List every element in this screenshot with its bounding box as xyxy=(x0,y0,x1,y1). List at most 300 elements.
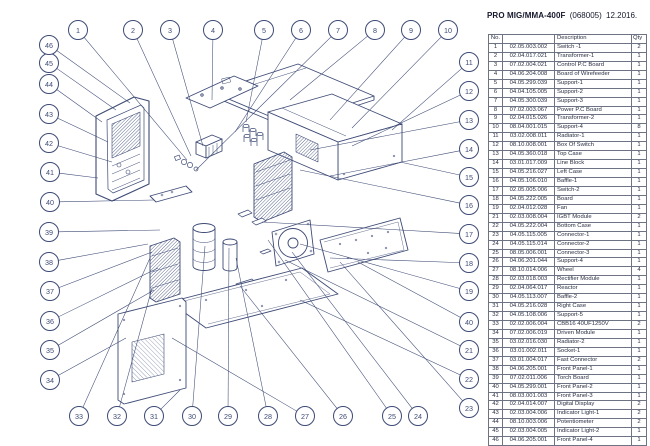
cell-qty: 1 xyxy=(632,222,647,231)
cell-qty: 1 xyxy=(632,178,647,187)
cell-description: Line Block xyxy=(555,160,632,169)
cell-part-number: 04.05.113.007 xyxy=(503,294,555,303)
table-row xyxy=(489,115,647,124)
table-row xyxy=(489,329,647,338)
balloon-number: 41 xyxy=(46,168,54,177)
cell-description: Bottom Case xyxy=(555,222,632,231)
cell-part-number: 04.06.201.044 xyxy=(503,258,555,267)
balloon-number: 28 xyxy=(264,412,272,421)
cell-no: 11 xyxy=(489,133,503,142)
cell-part-number: 02.03.018.003 xyxy=(503,276,555,285)
leader-line xyxy=(172,338,297,411)
balloon-23 xyxy=(340,262,479,418)
balloon-number: 35 xyxy=(46,346,54,355)
cell-part-number: 04.05.108.006 xyxy=(503,312,555,321)
leader-line xyxy=(58,244,148,260)
cell-part-number: 02.03.004.006 xyxy=(503,410,555,419)
table-header-row xyxy=(489,35,647,44)
balloon-number: 27 xyxy=(301,412,309,421)
table-row xyxy=(489,401,647,410)
cell-qty: 1 xyxy=(632,61,647,70)
cell-no: 25 xyxy=(489,249,503,258)
part-bottom-case xyxy=(170,268,338,328)
balloon-number: 31 xyxy=(150,412,158,421)
cell-qty: 1 xyxy=(632,169,647,178)
balloon-number: 24 xyxy=(414,412,422,421)
cell-description: Digital Display xyxy=(555,401,632,410)
table-row xyxy=(489,303,647,312)
cell-description: Board xyxy=(555,195,632,204)
cell-description: Box Of Switch xyxy=(555,142,632,151)
balloon-number: 21 xyxy=(465,346,473,355)
balloon-22 xyxy=(300,300,479,389)
balloon-number: 45 xyxy=(45,59,53,68)
cell-description: Torch Board xyxy=(555,374,632,383)
table-row xyxy=(489,285,647,294)
cell-description: Support-4 xyxy=(555,258,632,267)
leader-line xyxy=(352,37,441,128)
cell-no: 19 xyxy=(489,204,503,213)
balloon-number: 19 xyxy=(465,287,473,296)
cell-no: 31 xyxy=(489,303,503,312)
cell-qty: 1 xyxy=(632,70,647,79)
cell-no: 17 xyxy=(489,186,503,195)
balloon-40 xyxy=(358,262,479,332)
cell-no: 38 xyxy=(489,365,503,374)
cell-qty: 1 xyxy=(632,186,647,195)
cell-description: Baffle-2 xyxy=(555,294,632,303)
cell-qty: 1 xyxy=(632,383,647,392)
cell-part-number: 03.02.008.011 xyxy=(503,133,555,142)
leader-line xyxy=(330,37,405,120)
cell-no: 14 xyxy=(489,160,503,169)
cell-description: Power P.C Board xyxy=(555,106,632,115)
cell-part-number: 04.06.204.008 xyxy=(503,70,555,79)
cell-description: Board of Wirefeeder xyxy=(555,70,632,79)
balloon-number: 46 xyxy=(45,41,53,50)
cell-qty: 1 xyxy=(632,160,647,169)
cell-qty: 1 xyxy=(632,437,647,446)
balloon-number: 29 xyxy=(224,412,232,421)
table-row xyxy=(489,133,647,142)
leader-line xyxy=(400,162,460,175)
cell-description: Transformer-1 xyxy=(555,52,632,61)
cell-no: 39 xyxy=(489,374,503,383)
table-row xyxy=(489,437,647,446)
cell-qty: 1 xyxy=(632,52,647,61)
cell-no: 12 xyxy=(489,142,503,151)
balloon-number: 39 xyxy=(45,228,53,237)
cell-qty: 1 xyxy=(632,195,647,204)
cell-description: Top Case xyxy=(555,151,632,160)
cell-no: 40 xyxy=(489,383,503,392)
table-row xyxy=(489,240,647,249)
cell-part-number: 08.04.001.015 xyxy=(503,124,555,133)
table-row xyxy=(489,347,647,356)
table-row xyxy=(489,267,647,276)
balloon-39 xyxy=(40,223,161,242)
leader-line xyxy=(300,170,460,203)
cell-description: Switch-2 xyxy=(555,186,632,195)
parts-table-body xyxy=(489,43,647,445)
part-transformer-2 xyxy=(193,224,215,271)
model-code: (068005) xyxy=(569,11,602,20)
cell-qty: 2 xyxy=(632,419,647,428)
balloon-number: 10 xyxy=(444,26,452,35)
cell-no: 9 xyxy=(489,115,503,124)
cell-qty: 1 xyxy=(632,204,647,213)
cell-part-number: 04.05.300.039 xyxy=(503,97,555,106)
cell-no: 43 xyxy=(489,410,503,419)
part-right-case xyxy=(118,298,186,404)
cell-description: Support-4 xyxy=(555,124,632,133)
leader-line xyxy=(57,51,130,103)
cell-qty: 1 xyxy=(632,303,647,312)
cell-qty: 1 xyxy=(632,88,647,97)
balloon-16 xyxy=(300,170,479,215)
cell-part-number: 02.05.003.002 xyxy=(503,43,555,52)
leader-line xyxy=(228,248,229,407)
cell-part-number: 04.05.222.004 xyxy=(503,222,555,231)
cell-no: 6 xyxy=(489,88,503,97)
cell-description: Support-1 xyxy=(555,79,632,88)
table-row xyxy=(489,160,647,169)
table-row xyxy=(489,52,647,61)
cell-qty: 1 xyxy=(632,428,647,437)
part-front-panel xyxy=(96,97,149,201)
cell-part-number: 04.05.216.027 xyxy=(503,169,555,178)
balloon-number: 25 xyxy=(388,412,396,421)
cell-description: Connector-2 xyxy=(555,240,632,249)
balloon-number: 36 xyxy=(46,317,54,326)
table-row xyxy=(489,258,647,267)
leader-line xyxy=(358,262,461,317)
table-row xyxy=(489,79,647,88)
col-header-qty: Qty xyxy=(632,35,647,44)
table-row xyxy=(489,124,647,133)
cell-part-number: 04.05.216.028 xyxy=(503,303,555,312)
cell-part-number: 04.05.115.014 xyxy=(503,240,555,249)
leader-line xyxy=(59,252,152,288)
cell-qty: 1 xyxy=(632,374,647,383)
balloon-38 xyxy=(40,244,149,272)
cell-qty: 1 xyxy=(632,106,647,115)
table-row xyxy=(489,195,647,204)
balloon-number: 18 xyxy=(465,259,473,268)
cell-no: 37 xyxy=(489,356,503,365)
cell-part-number: 04.05.360.018 xyxy=(503,151,555,160)
cell-description: Baffle-1 xyxy=(555,178,632,187)
cell-part-number: 08.05.006.001 xyxy=(503,249,555,258)
cell-qty: 2 xyxy=(632,401,647,410)
leader-line xyxy=(57,90,102,122)
balloon-number: 32 xyxy=(113,412,121,421)
cell-description: Potentiometer xyxy=(555,419,632,428)
part-wirefeeder-cluster xyxy=(243,124,263,146)
cell-no: 2 xyxy=(489,52,503,61)
parts-table xyxy=(488,34,647,446)
cell-no: 46 xyxy=(489,437,503,446)
cell-part-number: 07.02.004.021 xyxy=(503,61,555,70)
cell-no: 44 xyxy=(489,419,503,428)
cell-no: 1 xyxy=(489,43,503,52)
balloon-15 xyxy=(400,162,479,187)
cell-qty: 2 xyxy=(632,410,647,419)
cell-description: Right Case xyxy=(555,303,632,312)
table-row xyxy=(489,43,647,52)
table-row xyxy=(489,428,647,437)
leader-line xyxy=(57,68,116,110)
cell-no: 30 xyxy=(489,294,503,303)
cell-qty: 1 xyxy=(632,329,647,338)
balloon-number: 26 xyxy=(339,412,347,421)
cell-description: Transformer-2 xyxy=(555,115,632,124)
cell-qty: 1 xyxy=(632,276,647,285)
balloon-3 xyxy=(161,21,204,147)
cell-part-number: 08.10.014.006 xyxy=(503,267,555,276)
col-header-description: Description xyxy=(555,35,632,44)
doc-date: 12.2016. xyxy=(606,11,638,20)
cell-part-number: 02.04.064.017 xyxy=(503,285,555,294)
cell-qty: 1 xyxy=(632,294,647,303)
cell-part-number: 02.04.017.021 xyxy=(503,52,555,61)
leader-line xyxy=(59,173,98,178)
cell-part-number: 08.10.003.006 xyxy=(503,419,555,428)
cell-description: Connector-1 xyxy=(555,231,632,240)
cell-part-number: 02.02.006.004 xyxy=(503,321,555,330)
balloon-26 xyxy=(240,286,353,426)
balloon-number: 33 xyxy=(75,412,83,421)
cell-qty: 1 xyxy=(632,258,647,267)
cell-part-number: 02.04.012.028 xyxy=(503,204,555,213)
page-title xyxy=(487,11,647,20)
cell-no: 18 xyxy=(489,195,503,204)
balloon-24 xyxy=(292,252,428,426)
table-row xyxy=(489,88,647,97)
cell-qty: 2 xyxy=(632,356,647,365)
leader-line xyxy=(58,338,126,375)
balloon-number: 4 xyxy=(211,26,215,35)
cell-no: 41 xyxy=(489,392,503,401)
cell-no: 42 xyxy=(489,401,503,410)
balloon-number: 7 xyxy=(336,26,340,35)
cell-description: Switch -1 xyxy=(555,43,632,52)
cell-description: Connector-3 xyxy=(555,249,632,258)
table-row xyxy=(489,419,647,428)
cell-description: Front Panel-1 xyxy=(555,365,632,374)
cell-description: Radiator-1 xyxy=(555,133,632,142)
cell-description: Rectifier Module xyxy=(555,276,632,285)
cell-qty: 1 xyxy=(632,115,647,124)
cell-part-number: 03.02.016.030 xyxy=(503,338,555,347)
col-header-part xyxy=(503,35,555,44)
balloon-number: 22 xyxy=(465,375,473,384)
cell-no: 27 xyxy=(489,267,503,276)
cell-qty: 8 xyxy=(632,124,647,133)
part-small-bracket xyxy=(150,186,192,202)
cell-no: 34 xyxy=(489,329,503,338)
cell-description: Left Case xyxy=(555,169,632,178)
table-row xyxy=(489,142,647,151)
cell-no: 28 xyxy=(489,276,503,285)
cell-description: Reactor xyxy=(555,285,632,294)
cell-no: 16 xyxy=(489,178,503,187)
table-row xyxy=(489,213,647,222)
cell-qty: 1 xyxy=(632,338,647,347)
cell-qty: 1 xyxy=(632,240,647,249)
cell-qty: 1 xyxy=(632,392,647,401)
cell-no: 8 xyxy=(489,106,503,115)
balloon-number: 40 xyxy=(465,318,473,327)
cell-description: Fan xyxy=(555,204,632,213)
part-reactor xyxy=(223,239,237,271)
cell-description: IGBT Module xyxy=(555,213,632,222)
table-row xyxy=(489,231,647,240)
leader-line xyxy=(300,300,460,375)
table-row xyxy=(489,222,647,231)
cell-part-number: 08.03.001.003 xyxy=(503,392,555,401)
table-row xyxy=(489,321,647,330)
cell-part-number: 04.05.106.010 xyxy=(503,178,555,187)
table-row xyxy=(489,204,647,213)
cell-part-number: 04.05.299.039 xyxy=(503,79,555,88)
cell-description: Driven Module xyxy=(555,329,632,338)
table-row xyxy=(489,106,647,115)
cell-part-number: 03.01.004.017 xyxy=(503,356,555,365)
cell-description: Wheel xyxy=(555,267,632,276)
cell-no: 4 xyxy=(489,70,503,79)
cell-qty: 1 xyxy=(632,365,647,374)
table-row xyxy=(489,186,647,195)
cell-qty: 1 xyxy=(632,249,647,258)
balloon-number: 37 xyxy=(46,287,54,296)
cell-description: Front Panel-4 xyxy=(555,437,632,446)
cell-part-number: 04.05.222.005 xyxy=(503,195,555,204)
cell-no: 35 xyxy=(489,338,503,347)
cell-part-number: 02.04.014.007 xyxy=(503,401,555,410)
cell-qty: 1 xyxy=(632,79,647,88)
cell-no: 13 xyxy=(489,151,503,160)
cell-no: 21 xyxy=(489,213,503,222)
balloon-number: 9 xyxy=(409,26,413,35)
cell-part-number: 02.04.015.026 xyxy=(503,115,555,124)
balloon-number: 38 xyxy=(45,258,53,267)
cell-no: 22 xyxy=(489,222,503,231)
cell-part-number: 02.03.004.005 xyxy=(503,428,555,437)
cell-description: Support-2 xyxy=(555,88,632,97)
cell-qty: 1 xyxy=(632,133,647,142)
table-row xyxy=(489,365,647,374)
balloon-number: 2 xyxy=(131,26,135,35)
balloon-number: 11 xyxy=(465,58,473,67)
balloon-number: 30 xyxy=(188,412,196,421)
cell-qty: 1 xyxy=(632,142,647,151)
cell-description: Control P.C Board xyxy=(555,61,632,70)
balloon-number: 16 xyxy=(465,201,473,210)
cell-no: 7 xyxy=(489,97,503,106)
cell-part-number: 07.02.003.067 xyxy=(503,106,555,115)
cell-qty: 1 xyxy=(632,151,647,160)
cell-part-number: 07.02.006.019 xyxy=(503,329,555,338)
cell-part-number: 04.06.205.001 xyxy=(503,365,555,374)
balloon-29 xyxy=(219,248,238,426)
cell-no: 10 xyxy=(489,124,503,133)
balloon-number: 17 xyxy=(465,230,473,239)
balloon-number: 44 xyxy=(45,80,53,89)
cell-no: 45 xyxy=(489,428,503,437)
cell-part-number: 02.05.005.006 xyxy=(503,186,555,195)
cell-part-number: 03.01.017.009 xyxy=(503,160,555,169)
table-row xyxy=(489,249,647,258)
leader-line xyxy=(59,200,154,202)
cell-no: 23 xyxy=(489,231,503,240)
table-row xyxy=(489,70,647,79)
cell-description: Support-3 xyxy=(555,97,632,106)
cell-qty: 1 xyxy=(632,231,647,240)
cell-qty: 1 xyxy=(632,312,647,321)
balloon-number: 42 xyxy=(45,139,53,148)
table-row xyxy=(489,392,647,401)
table-row xyxy=(489,151,647,160)
cell-part-number: 03.01.002.011 xyxy=(503,347,555,356)
cell-no: 26 xyxy=(489,258,503,267)
balloon-number: 5 xyxy=(262,26,266,35)
cell-no: 32 xyxy=(489,312,503,321)
balloon-number: 13 xyxy=(465,116,473,125)
balloon-number: 40 xyxy=(46,198,54,207)
cell-no: 29 xyxy=(489,285,503,294)
balloon-number: 43 xyxy=(45,110,53,119)
part-misc-brackets xyxy=(236,210,271,288)
part-fan xyxy=(272,220,314,266)
balloon-number: 14 xyxy=(465,145,473,154)
table-row xyxy=(489,276,647,285)
cell-qty: 2 xyxy=(632,43,647,52)
table-row xyxy=(489,61,647,70)
cell-no: 3 xyxy=(489,61,503,70)
table-row xyxy=(489,383,647,392)
balloon-number: 15 xyxy=(465,173,473,182)
cell-qty: 1 xyxy=(632,347,647,356)
table-row xyxy=(489,356,647,365)
cell-description: Support-5 xyxy=(555,312,632,321)
cell-no: 36 xyxy=(489,347,503,356)
cell-part-number: 08.10.008.001 xyxy=(503,142,555,151)
cell-part-number: 02.03.008.004 xyxy=(503,213,555,222)
cell-qty: 1 xyxy=(632,285,647,294)
table-row xyxy=(489,312,647,321)
cell-qty: 2 xyxy=(632,213,647,222)
cell-description: Front Panel-2 xyxy=(555,383,632,392)
table-row xyxy=(489,294,647,303)
cell-description: Socket-1 xyxy=(555,347,632,356)
table-row xyxy=(489,169,647,178)
cell-qty: 1 xyxy=(632,97,647,106)
balloon-number: 34 xyxy=(46,376,54,385)
cell-part-number: 04.06.205.001 xyxy=(503,437,555,446)
part-switch-cluster xyxy=(174,155,198,171)
balloon-40 xyxy=(41,193,155,212)
balloon-number: 23 xyxy=(465,404,473,413)
part-small-transformer xyxy=(196,135,222,158)
cell-part-number: 04.05.299.001 xyxy=(503,383,555,392)
cell-description: Indicator Light-2 xyxy=(555,428,632,437)
leader-line xyxy=(58,230,160,232)
cell-description: Indicator Light-1 xyxy=(555,410,632,419)
leader-line xyxy=(340,262,463,401)
table-row xyxy=(489,338,647,347)
part-radiator-1 xyxy=(254,152,292,222)
